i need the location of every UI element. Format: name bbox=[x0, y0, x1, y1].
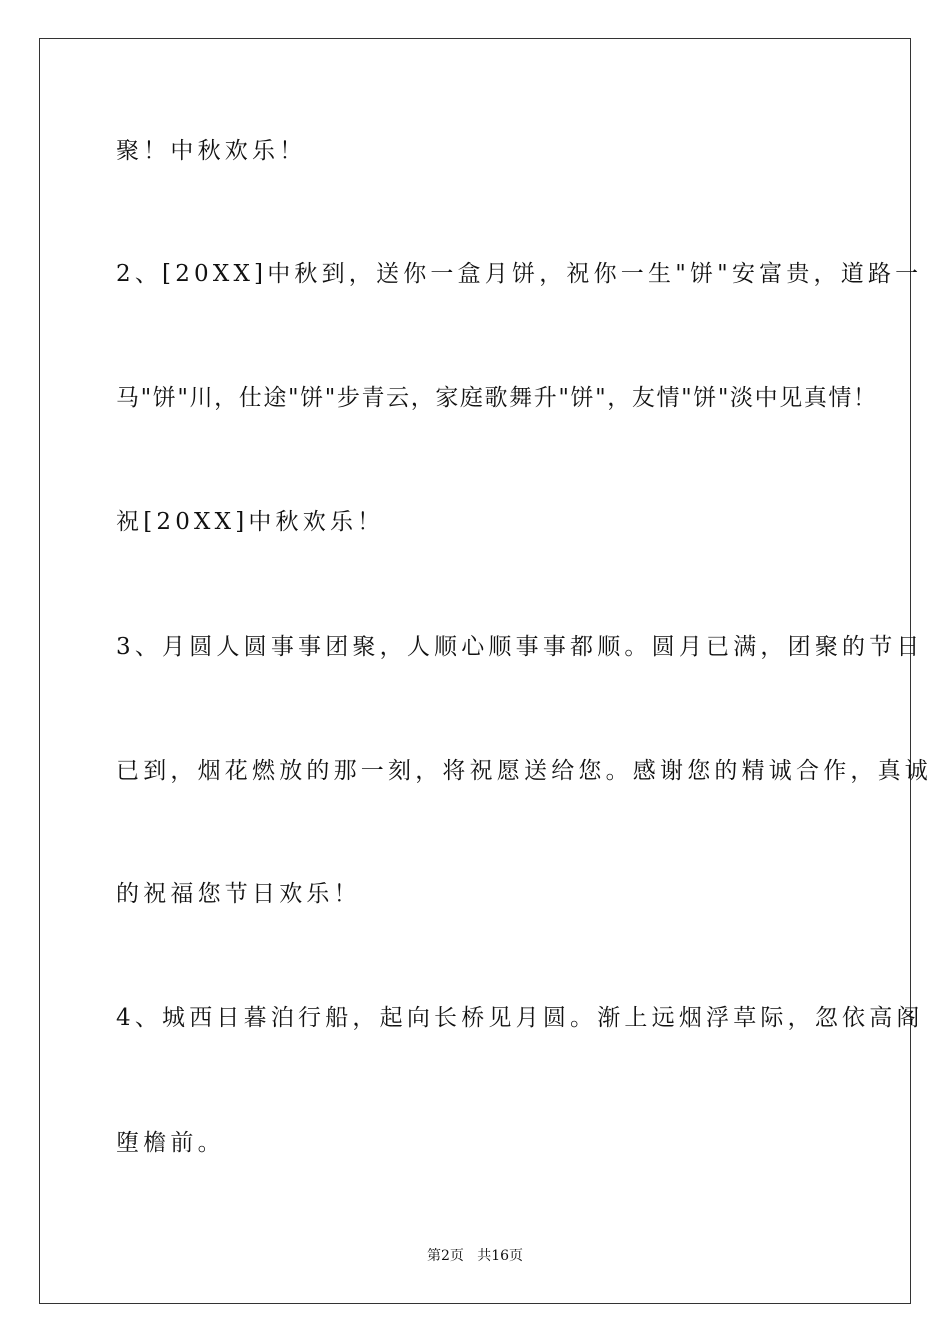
text-line-5: 3、月圆人圆事事团聚，人顺心顺事事都顺。圆月已满，团聚的节日 bbox=[116, 634, 924, 660]
text-line-1: 聚！中秋欢乐！ bbox=[116, 138, 307, 164]
text-line-9: 堕檐前。 bbox=[116, 1130, 225, 1156]
text-line-4: 祝[20XX]中秋欢乐！ bbox=[116, 509, 385, 535]
page-border bbox=[39, 38, 911, 1304]
text-line-8: 4、城西日暮泊行船，起向长桥见月圆。渐上远烟浮草际，忽依高阁 bbox=[116, 1005, 924, 1031]
text-line-7: 的祝福您节日欢乐！ bbox=[116, 881, 361, 907]
text-line-6: 已到，烟花燃放的那一刻，将祝愿送给您。感谢您的精诚合作，真诚 bbox=[116, 758, 932, 784]
text-line-3: 马"饼"川，仕途"饼"步青云，家庭歌舞升"饼"，友情"饼"淡中见真情！ bbox=[116, 385, 878, 411]
page-number-footer: 第2页 共16页 bbox=[426, 1248, 524, 1264]
text-line-2: 2、[20XX]中秋到，送你一盒月饼，祝你一生"饼"安富贵，道路一 bbox=[116, 261, 923, 287]
